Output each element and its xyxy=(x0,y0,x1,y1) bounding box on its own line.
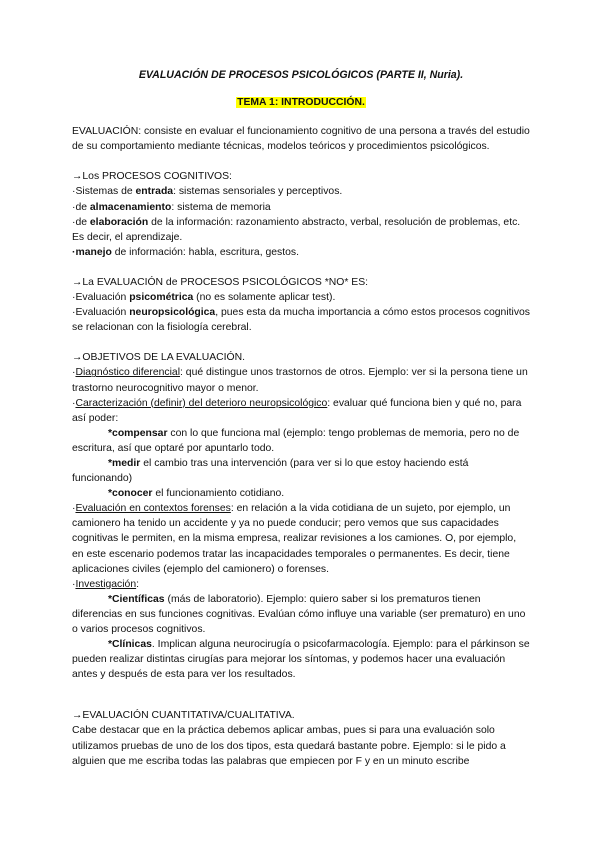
text-run: : qué distingue unos trastornos de otros. Ejemplo: ver si la persona tiene un trastorno neurocognitivo mayor o menor. xyxy=(72,367,528,394)
text-run: · xyxy=(72,367,76,379)
bold-term: neuropsicológica xyxy=(129,307,216,319)
spacer xyxy=(72,682,530,708)
list-item xyxy=(72,290,530,305)
bold-term: entrada xyxy=(135,186,174,198)
bold-term: psicométrica xyxy=(129,292,194,304)
underlined-term: Evaluación en contextos forenses xyxy=(75,503,231,515)
text-run: con lo que funciona mal (ejemplo: tengo problemas de memoria, pero no de escritura, así que optaré por apuntarlo todo. xyxy=(72,427,520,454)
bold-term: *Clínicas xyxy=(108,639,152,651)
text-run: · xyxy=(72,578,76,590)
text-run: ·Sistemas de xyxy=(72,186,136,198)
list-item xyxy=(72,577,530,592)
intro-paragraph: EVALUACIÓN: consiste en evaluar el funcionamiento cognitivo de una persona a través del estudio de su comportamiento mediante técnicas, modelos teóricos y procedimientos psicológicos. xyxy=(72,126,530,153)
text-run: : evaluar qué funciona bien y qué no, para así poder: xyxy=(72,397,522,424)
document-title: EVALUACIÓN DE PROCESOS PSICOLÓGICOS (PARTE II, Nuria). xyxy=(138,69,464,81)
text-run: . Implican alguna neurocirugía o psicofarmacología. Ejemplo: para el párkinson se pueden realizar distintas cirugías para mejorar los síntomas, y podemos hacer una evaluación antes y después de esta para ver los resultados. xyxy=(72,639,530,681)
underlined-term: Diagnóstico diferencial xyxy=(75,367,181,379)
list-item xyxy=(72,215,530,245)
text-run: el cambio tras una intervención (para ver si lo que estoy haciendo está funcionando) xyxy=(72,457,469,485)
sub-item xyxy=(72,486,530,501)
sub-item xyxy=(72,456,530,486)
text-run: , pues esta da mucha importancia a cómo estos procesos cognitivos se relacionan con la fisiología cerebral. xyxy=(72,307,530,334)
bold-term: *Científicas xyxy=(108,593,165,605)
text-run: (más de laboratorio). Ejemplo: quiero saber si los prematuros tienen diferencias en sus funciones cognitivas. Evalúan cómo influye una variable (ser prematuro) en uno o varios procesos cognitivos. xyxy=(72,593,526,635)
spacer xyxy=(72,260,530,275)
bold-term: ·manejo xyxy=(72,246,112,258)
text-run: ·Evaluación xyxy=(72,292,130,304)
bold-term: almacenamiento xyxy=(89,201,172,213)
spacer xyxy=(72,154,530,169)
paragraph: Cabe destacar que en la práctica debemos aplicar ambas, pues si para una evaluación solo utilizamos pruebas de uno de los dos tipos, esta quedará bastante pobre. Ejemplo: si le pido a alguien que me escriba todas las palabras que empiecen por F y en un minuto escribe xyxy=(72,725,506,767)
text-run: de información: habla, escritura, gestos. xyxy=(111,246,299,258)
underlined-term: Investigación xyxy=(75,578,137,590)
list-item xyxy=(72,245,530,260)
sub-item xyxy=(72,637,530,682)
text-run: ·de xyxy=(72,216,90,228)
bold-term: elaboración xyxy=(89,216,149,228)
topic-heading-highlight: TEMA 1: INTRODUCCIÓN. xyxy=(237,97,365,109)
list-item xyxy=(72,184,530,199)
list-item xyxy=(72,396,530,426)
list-item xyxy=(72,365,530,395)
text-run: · xyxy=(72,503,76,515)
list-item xyxy=(72,501,530,576)
topic-heading xyxy=(72,95,530,110)
text-run: de la información: razonamiento abstracto, verbal, resolución de problemas, etc. Es decir, el aprendizaje. xyxy=(72,216,521,243)
text-run: · xyxy=(72,397,76,409)
bold-term: *conocer xyxy=(108,488,153,500)
underlined-term: Caracterización (definir) del deterioro neuropsicológico xyxy=(75,397,328,409)
sub-item xyxy=(72,592,530,637)
sub-item xyxy=(72,426,530,456)
section-heading-not-evaluation: →La EVALUACIÓN de PROCESOS PSICOLÓGICOS *NO* ES: xyxy=(72,276,369,288)
text-run: el funcionamiento cotidiano. xyxy=(152,488,285,500)
text-run: : sistema de memoria xyxy=(171,201,271,213)
bold-term: *medir xyxy=(108,457,141,469)
text-run: : xyxy=(136,578,140,590)
text-run: ·de xyxy=(72,201,90,213)
section-heading-cognitive-processes: →Los PROCESOS COGNITIVOS: xyxy=(72,171,232,183)
spacer xyxy=(72,335,530,350)
text-run: : en relación a la vida cotidiana de un sujeto, por ejemplo, un camionero ha tenido un accidente y ya no puede conducir; pero vemos que sus capacidades cognitivas le permiten, en la misma empresa, realizar revisiones a los camiones. O, por ejemplo, en este escenario podemos tratar las incapacidades temporales o permanentes. Es decir, tiene aplicaciones civiles (ejemplo del camionero) o forenses. xyxy=(72,503,517,575)
bold-term: *compensar xyxy=(108,427,168,439)
text-run: : sistemas sensoriales y perceptivos. xyxy=(173,186,343,198)
section-heading-quant-qual: →EVALUACIÓN CUANTITATIVA/CUALITATIVA. xyxy=(72,710,295,722)
list-item xyxy=(72,305,530,335)
text-run: (no es solamente aplicar test). xyxy=(193,292,336,304)
text-run: ·Evaluación xyxy=(72,307,130,319)
list-item xyxy=(72,200,530,215)
section-heading-objectives: →OBJETIVOS DE LA EVALUACIÓN. xyxy=(72,352,246,364)
document-body xyxy=(72,68,530,769)
